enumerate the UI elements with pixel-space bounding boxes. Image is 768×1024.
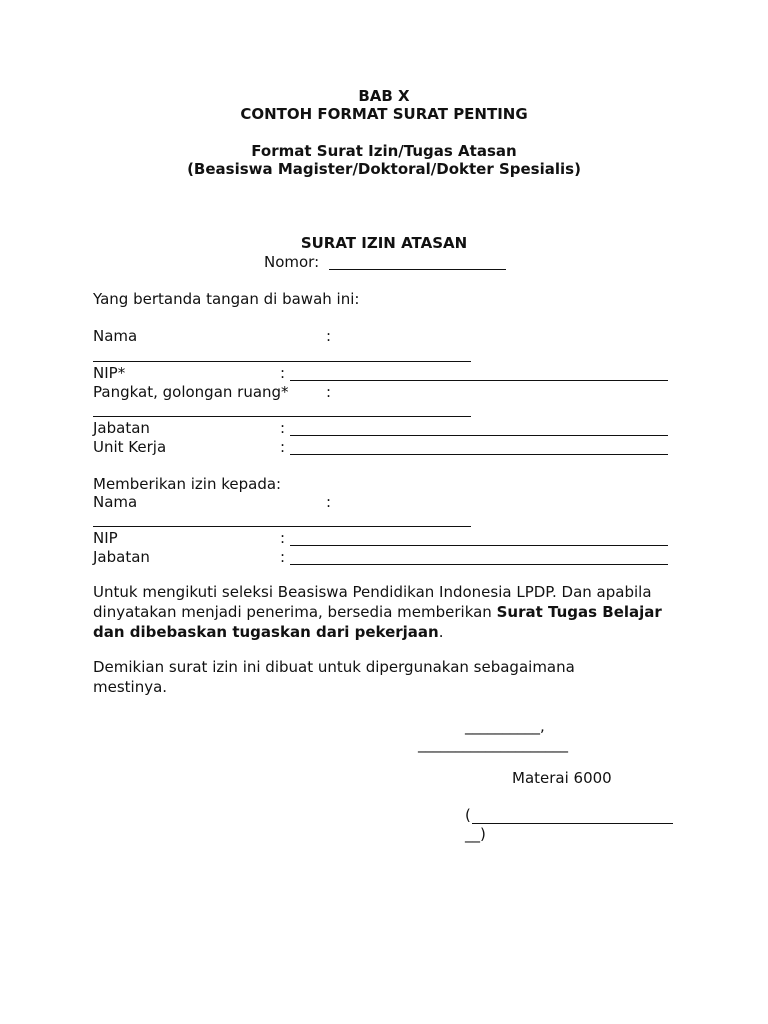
number-blank <box>329 269 506 270</box>
signer-name-label: Nama <box>93 327 138 345</box>
signer-nip-label: NIP* <box>93 364 126 382</box>
signature-date-line: __________, <box>465 717 545 735</box>
signer-unit-blank <box>290 454 668 455</box>
recipient-position-label: Jabatan <box>93 548 150 566</box>
recipient-name-colon: : <box>326 493 332 511</box>
recipient-name-blank <box>93 526 471 527</box>
stamp-label: Materai 6000 <box>512 769 612 787</box>
signer-name-blank <box>93 361 471 362</box>
signer-name-open: ( <box>465 806 471 824</box>
chapter-title: CONTOH FORMAT SURAT PENTING <box>240 105 528 123</box>
closing-paragraph: Demikian surat izin ini dibuat untuk dipergunakan sebagaimana mestinya. <box>93 658 575 696</box>
signer-position-blank <box>290 435 668 436</box>
signer-rank-colon: : <box>326 383 332 401</box>
recipient-position-colon: : <box>280 548 286 566</box>
format-title: Format Surat Izin/Tugas Atasan <box>251 142 517 160</box>
signer-name-line <box>472 823 673 824</box>
signer-unit-colon: : <box>280 438 286 456</box>
body-text: Untuk mengikuti seleksi Beasiswa Pendidikan Indonesia LPDP. Dan apabila dinyatakan menjadi penerima, bersedia memberikan <box>93 583 652 621</box>
signer-position-label: Jabatan <box>93 419 150 437</box>
signer-rank-label: Pangkat, golongan ruang* <box>93 383 289 401</box>
body-paragraph <box>93 582 693 642</box>
body-period: . <box>438 623 444 641</box>
signature-place-line: ____________________ <box>418 735 568 753</box>
format-subtitle: (Beasiswa Magister/Doktoral/Dokter Spesialis) <box>187 160 581 178</box>
signer-name-close: __) <box>465 825 486 843</box>
letter-title: SURAT IZIN ATASAN <box>300 234 468 252</box>
recipient-name-label: Nama <box>93 493 138 511</box>
signer-name-colon: : <box>326 327 332 345</box>
chapter-label: BAB X <box>358 87 410 105</box>
grant-heading: Memberikan izin kepada: <box>93 475 282 493</box>
signer-nip-blank <box>290 380 668 381</box>
number-label: Nomor: <box>264 253 320 271</box>
signer-position-colon: : <box>280 419 286 437</box>
recipient-nip-blank <box>290 545 668 546</box>
signer-unit-label: Unit Kerja <box>93 438 167 456</box>
signer-rank-blank <box>93 416 471 417</box>
recipient-position-blank <box>290 564 668 565</box>
body-emphasis: Surat Tugas Belajar dan dibebaskan tugaskan dari pekerjaan <box>93 603 662 641</box>
signer-nip-colon: : <box>280 364 286 382</box>
recipient-nip-label: NIP <box>93 529 118 547</box>
intro-text: Yang bertanda tangan di bawah ini: <box>93 290 360 308</box>
recipient-nip-colon: : <box>280 529 286 547</box>
